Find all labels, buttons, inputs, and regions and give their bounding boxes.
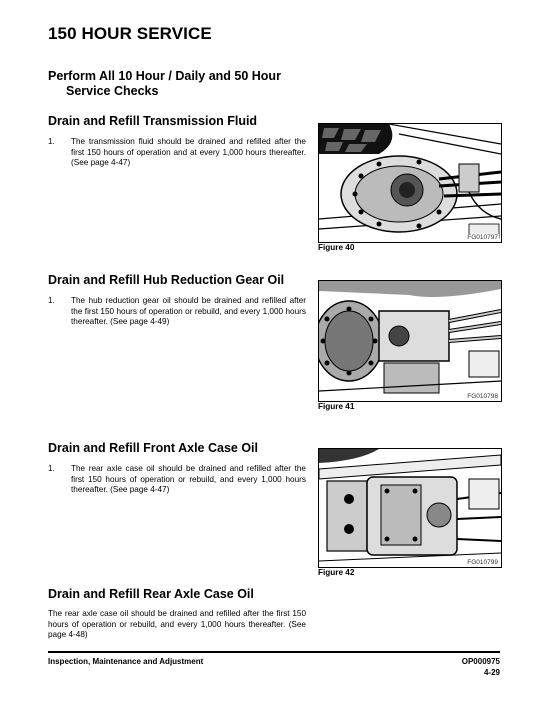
figure-caption: Figure 40 bbox=[318, 243, 355, 252]
footer-rule bbox=[48, 651, 500, 653]
section-heading-service-checks bbox=[48, 69, 281, 99]
figure-41-image bbox=[318, 280, 502, 402]
heading-line-2: Service Checks bbox=[66, 84, 159, 98]
section-heading-rear-axle: Drain and Refill Rear Axle Case Oil bbox=[48, 587, 254, 601]
list-item-front-axle bbox=[48, 464, 306, 496]
heading-line-1: Perform All 10 Hour / Daily and 50 Hour bbox=[48, 69, 281, 83]
figure-caption: Figure 41 bbox=[318, 402, 355, 411]
list-item-transmission bbox=[48, 137, 306, 169]
figure-code: FG010797 bbox=[467, 234, 498, 241]
footer-section-title: Inspection, Maintenance and Adjustment bbox=[48, 657, 204, 666]
figure-caption: Figure 42 bbox=[318, 568, 355, 577]
footer-doc-number: OP000975 bbox=[461, 657, 500, 666]
item-text: The transmission fluid should be drained and refilled after the first 150 hours of operation and at every 1,000 hours thereafter. (See page 4-47) bbox=[71, 137, 306, 168]
footer-page-number: 4-29 bbox=[483, 668, 500, 677]
item-text: The hub reduction gear oil should be drained and refilled after the first 150 hours of operation or rebuild, and every 1,000 hours thereafter. (See page 4-49) bbox=[71, 296, 306, 327]
item-number: 1. bbox=[48, 296, 55, 305]
section-heading-front-axle: Drain and Refill Front Axle Case Oil bbox=[48, 441, 258, 455]
section-heading-hub-reduction: Drain and Refill Hub Reduction Gear Oil bbox=[48, 273, 285, 287]
figure-code: FG010799 bbox=[467, 559, 498, 566]
list-item-hub-reduction bbox=[48, 296, 306, 328]
page-title: 150 HOUR SERVICE bbox=[48, 24, 212, 43]
figure-42-image bbox=[318, 448, 502, 568]
figure-code: FG010798 bbox=[467, 393, 498, 400]
figure-40-image bbox=[318, 123, 502, 243]
paragraph-rear-axle: The rear axle case oil should be drained and refilled after the first 150 hours of operation or rebuild, and every 1,000 hours thereafter. (See page 4-48) bbox=[48, 609, 306, 640]
item-number: 1. bbox=[48, 137, 55, 146]
section-heading-transmission: Drain and Refill Transmission Fluid bbox=[48, 114, 258, 128]
item-number: 1. bbox=[48, 464, 55, 473]
item-text: The rear axle case oil should be drained and refilled after the first 150 hours of operation or rebuild, and every 1,000 hours thereafter. (See page 4-47) bbox=[71, 464, 306, 495]
